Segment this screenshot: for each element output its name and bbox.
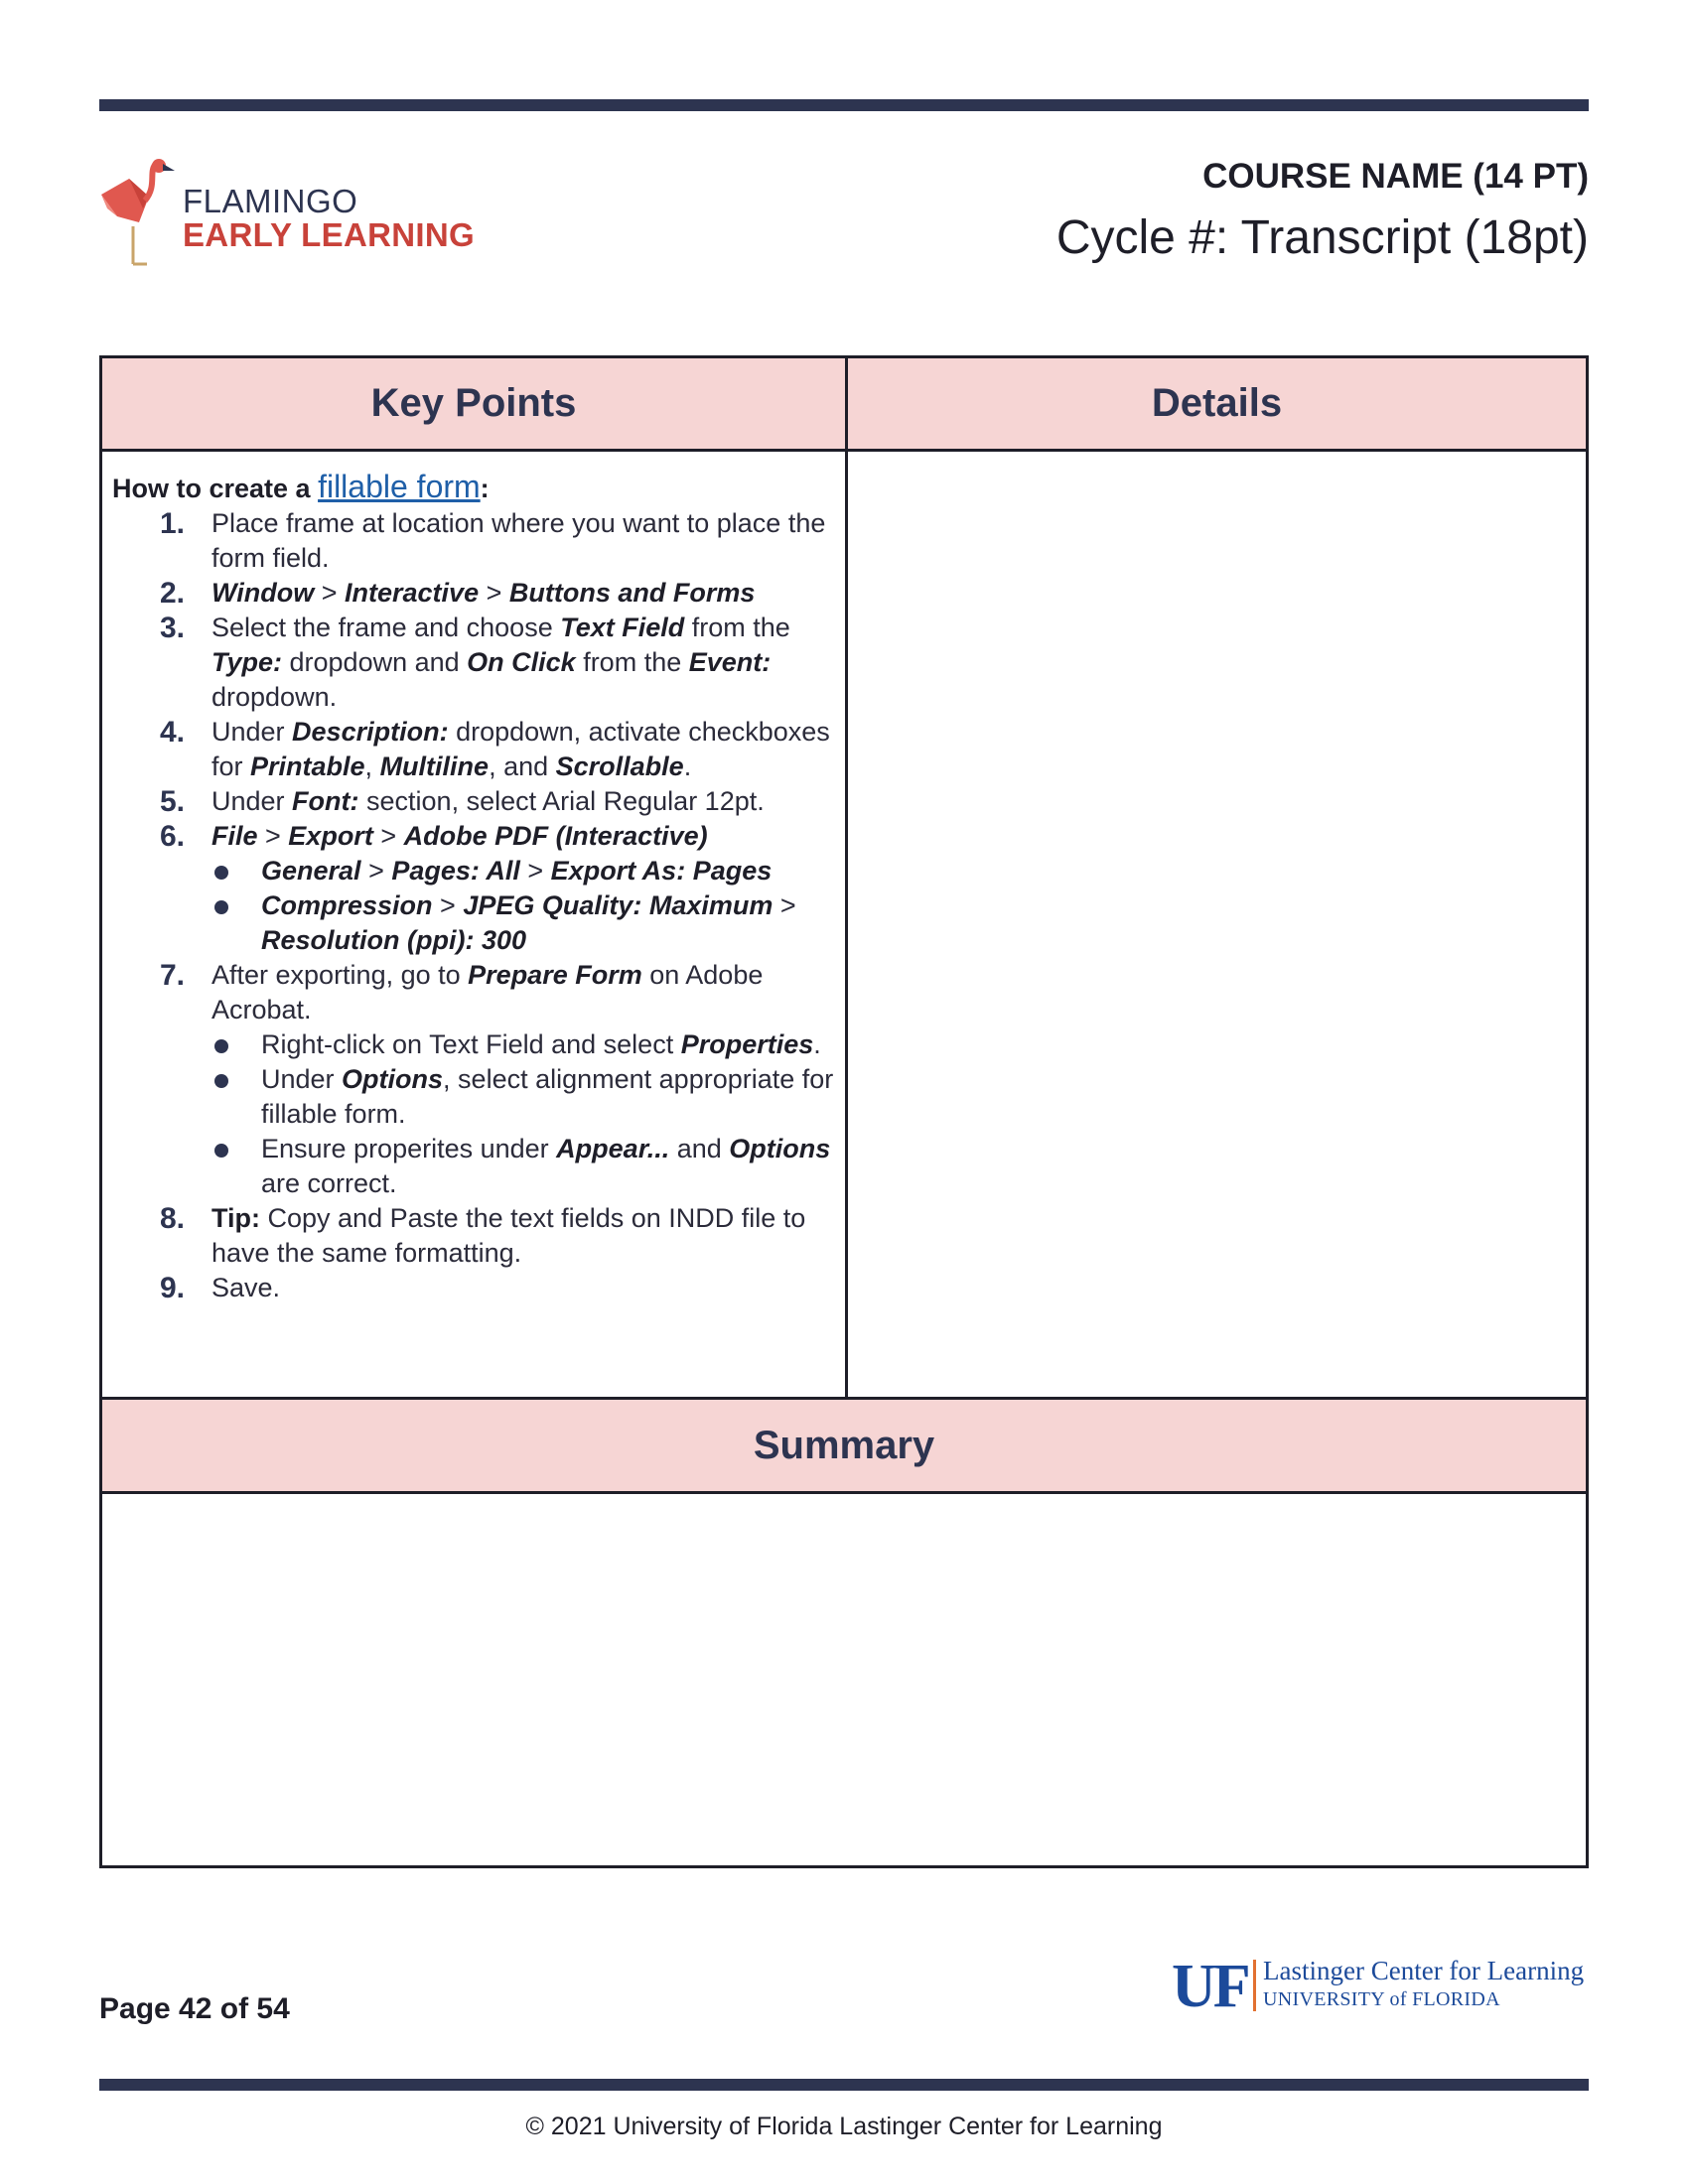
uf-mark: UF: [1172, 1953, 1248, 2020]
summary-header: Summary: [102, 1397, 1586, 1494]
bullet-icon: [214, 1144, 228, 1158]
sub-item: Compression > JPEG Quality: Maximum > Resolution (ppi): 300: [211, 888, 837, 958]
sub-item: Ensure properites under Appear... and Options are correct.: [211, 1132, 837, 1201]
details-header: Details: [848, 358, 1586, 452]
uf-lastinger-logo: [1172, 1953, 1589, 2025]
step-item: 8. Tip: Copy and Paste the text fields on INDD file to have the same formatting.: [160, 1202, 806, 1268]
column-divider: [845, 452, 848, 1397]
step-item: 5. Under Font: section, select Arial Regular 12pt.: [160, 785, 765, 818]
step-item: 6. File > Export > Adobe PDF (Interactive) General > Pages: All > Export As: Pages Compression > JPEG Quality: Maximum > Resolution (ppi): 300: [112, 819, 837, 958]
logo-line-1: FLAMINGO: [183, 183, 358, 219]
uf-logo-divider: [1253, 1960, 1256, 2011]
step-item: 3. Select the frame and choose Text Field from the Type: dropdown and On Click from the Event: dropdown.: [160, 612, 790, 712]
steps-list: [112, 506, 837, 1305]
step-item: 4. Under Description: dropdown, activate checkboxes for Printable, Multiline, and Scrollable.: [160, 716, 830, 781]
bullet-icon: [214, 1039, 228, 1053]
step-6-sublist: [211, 854, 837, 958]
top-rule: [99, 99, 1589, 111]
flamingo-logo: [99, 157, 477, 266]
bullet-icon: [214, 866, 228, 880]
step-item: 9. Save.: [160, 1272, 281, 1304]
step-item: 1. Place frame at location where you want to place the form field.: [160, 507, 826, 573]
sub-item: Under Options, select alignment appropriate for fillable form.: [211, 1062, 837, 1132]
uf-logo-line-1: Lastinger Center for Learning: [1263, 1956, 1585, 1985]
step-item: 2. Window > Interactive > Buttons and Forms: [160, 577, 756, 610]
course-name: COURSE NAME (14 PT): [1202, 157, 1589, 196]
step-item: 7. After exporting, go to Prepare Form on Adobe Acrobat. Right-click on Text Field and select Properties. Under Options, select alignment appropriate for fillable form. Ensure properites under Appear... and Options are correct.: [112, 958, 837, 1201]
logo-line-2: EARLY LEARNING: [183, 216, 475, 253]
fillable-form-link[interactable]: fillable form: [318, 469, 481, 504]
cornell-notes-table: [99, 355, 1589, 1868]
key-points-header: Key Points: [102, 358, 848, 452]
intro-line: How to create a fillable form:: [112, 469, 490, 504]
bullet-icon: [214, 1074, 228, 1088]
cycle-title: Cycle #: Transcript (18pt): [1055, 211, 1589, 264]
copyright: © 2021 University of Florida Lastinger Center for Learning: [525, 2113, 1163, 2140]
flamingo-icon: [99, 157, 179, 266]
bullet-icon: [214, 900, 228, 914]
step-7-sublist: [211, 1027, 837, 1201]
bottom-rule: [99, 2079, 1589, 2091]
key-points-content: [112, 470, 837, 1305]
page-number: Page 42 of 54: [99, 1992, 290, 2025]
sub-item: Right-click on Text Field and select Properties.: [211, 1027, 837, 1062]
sub-item: General > Pages: All > Export As: Pages: [211, 854, 837, 888]
uf-logo-line-2: UNIVERSITY of FLORIDA: [1263, 1988, 1500, 2010]
